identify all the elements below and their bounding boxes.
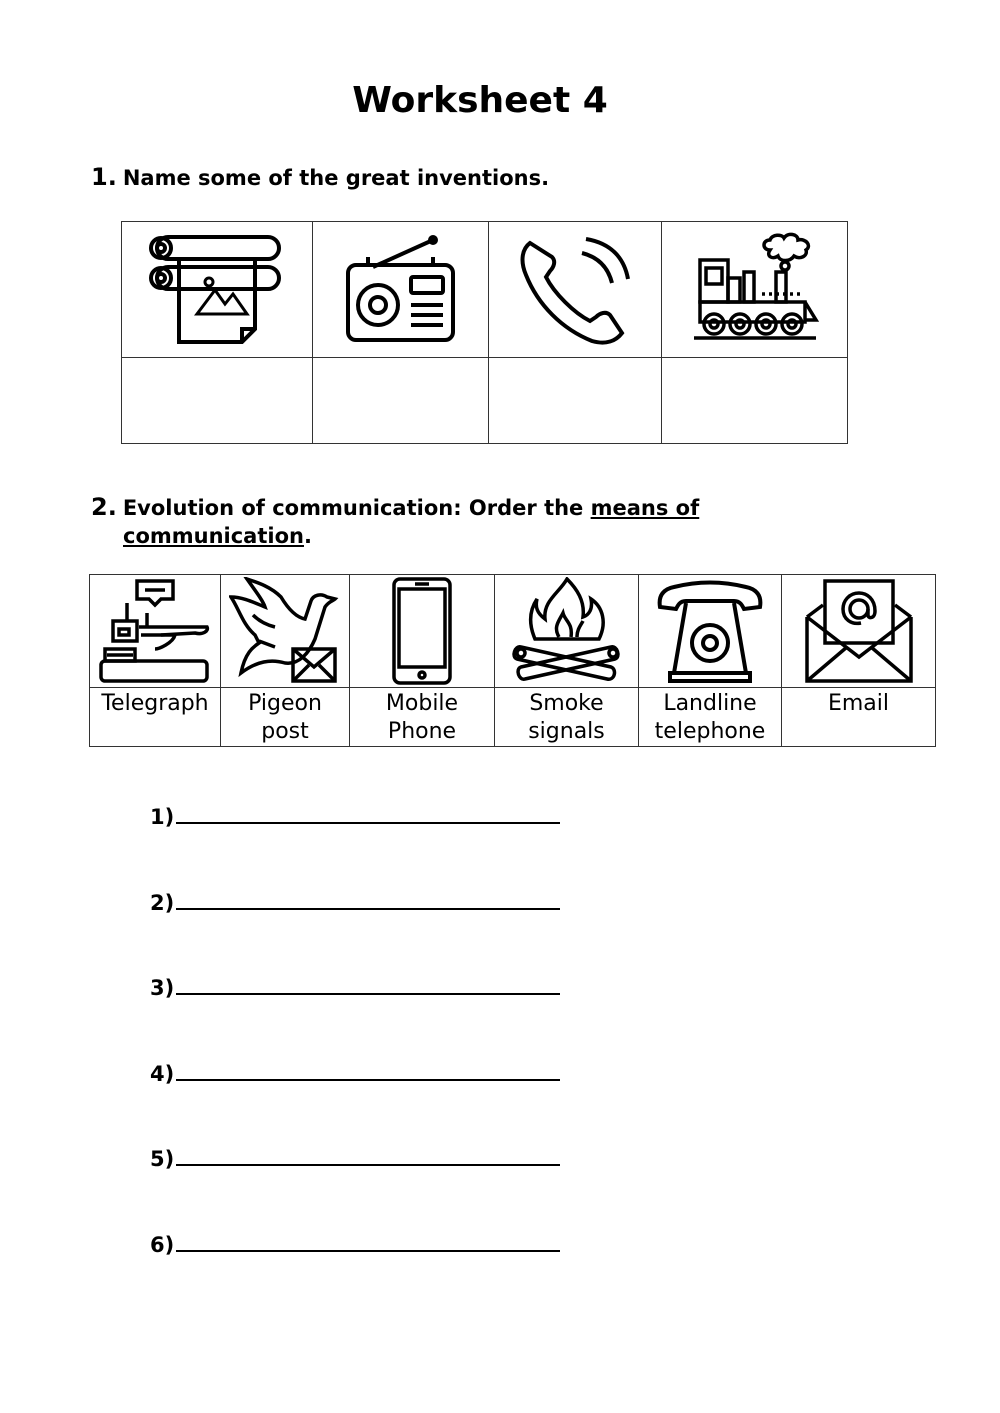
communication-cell-landline [639,575,782,688]
answer-blank[interactable] [176,886,560,910]
communication-label-smoke: Smoke signals [495,688,639,747]
paper-scroll-icon [147,232,287,347]
answer-number: 4) [150,1061,175,1086]
invention-answer-cell[interactable] [313,358,489,444]
answer-blank[interactable] [176,971,560,995]
answer-number: 1) [150,805,175,829]
question-2-underlined-2: communication [123,524,304,548]
answer-blank[interactable] [176,800,560,824]
invention-cell-train [662,222,848,358]
campfire-icon [511,577,623,685]
telephone-handset-icon [518,235,633,345]
mobile-phone-icon [391,577,453,685]
answer-blank[interactable] [176,1142,560,1166]
question-2-underlined-1: means of [590,496,700,520]
invention-answer-cell[interactable] [662,358,848,444]
communication-cell-mobile [350,575,495,688]
communication-label-email: Email [782,688,936,747]
answer-line [150,1057,560,1143]
communication-cell-email [782,575,936,688]
communication-label-pigeon: Pigeon post [221,688,350,747]
question-2-period: . [303,524,312,548]
communication-cell-pigeon [221,575,350,688]
answer-line [150,886,560,972]
answer-line [150,800,560,886]
question-1-number: 1. [91,163,117,191]
answer-line [150,971,560,1057]
invention-cell-telephone [489,222,662,358]
pigeon-post-icon [229,577,341,685]
answer-number: 6) [150,1232,175,1257]
inventions-table [121,221,848,444]
communication-label-landline: Landline telephone [639,688,782,747]
question-2-text: Evolution of communication: Order the [122,496,591,520]
communication-cell-smoke [495,575,639,688]
question-1 [91,163,549,191]
answer-blank[interactable] [176,1228,560,1252]
answer-number: 3) [150,976,175,1000]
invention-cell-radio [313,222,489,358]
page-title: Worksheet 4 [352,80,608,121]
communication-table [89,574,936,747]
question-2 [91,493,699,550]
answer-blank[interactable] [176,1057,560,1081]
invention-answer-cell[interactable] [489,358,662,444]
email-envelope-icon [803,577,915,685]
steam-train-icon [690,232,820,347]
invention-answer-cell[interactable] [122,358,313,444]
communication-cell-telegraph [90,575,221,688]
answer-list [150,800,560,1313]
answer-line [150,1228,560,1314]
answer-number: 2) [150,890,175,915]
landline-telephone-icon [654,577,766,685]
answer-number: 5) [150,1147,175,1171]
answer-line [150,1142,560,1228]
question-2-number: 2. [91,493,117,521]
question-1-text: Name some of the great inventions. [122,166,550,190]
invention-cell-paper [122,222,313,358]
telegraph-icon [99,577,211,685]
communication-label-mobile: Mobile Phone [350,688,495,747]
radio-icon [343,235,458,345]
communication-label-telegraph: Telegraph [90,688,221,747]
